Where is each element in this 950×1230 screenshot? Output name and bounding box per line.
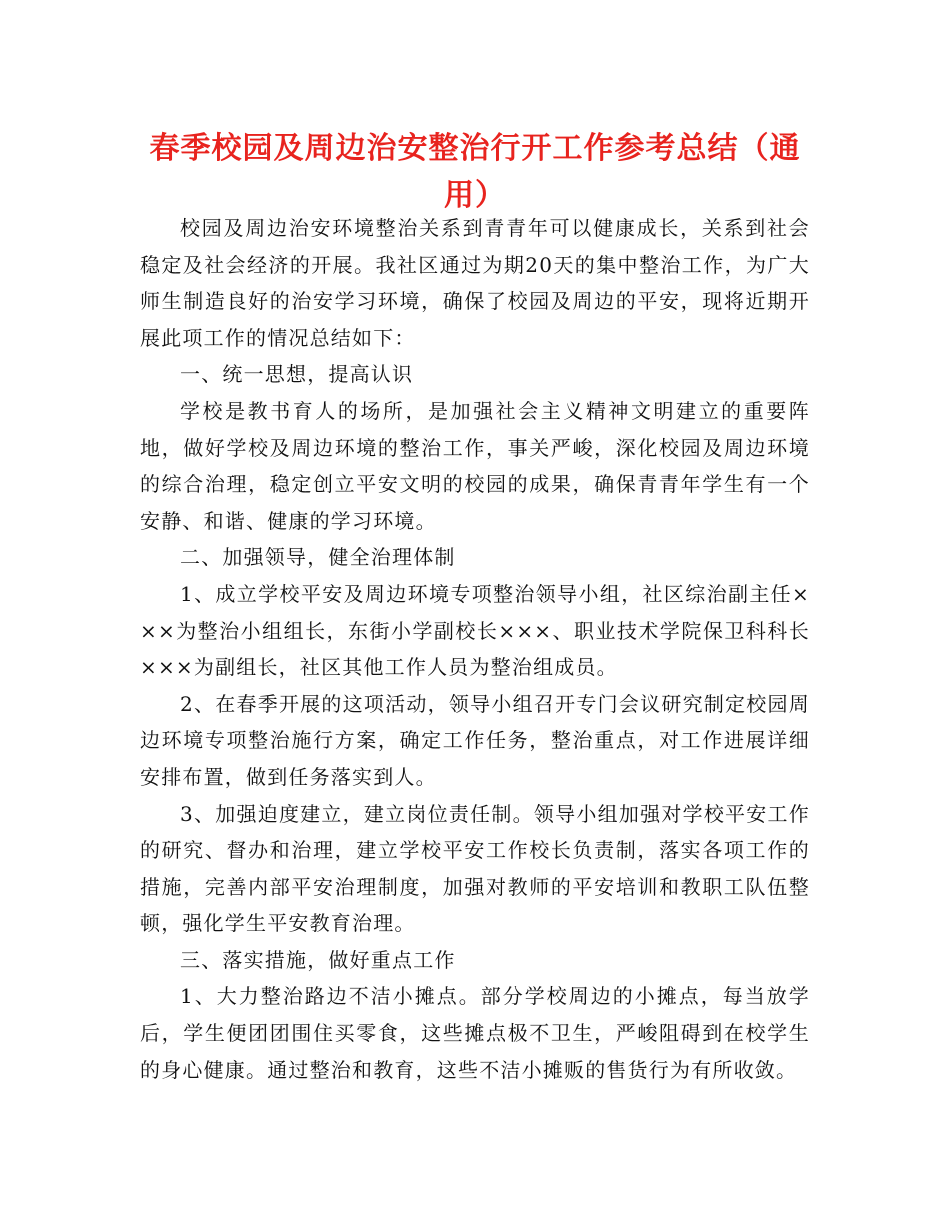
paragraph-item-3-1: 1、大力整治路边不洁小摊点。部分学校周边的小摊点，每当放学后，学生便团团围住买零食，这些摊点极不卫生，严峻阻碍到在校学生的身心健康。通过整治和教育，这些不洁小摊贩的售货行为有所收敛。: [140, 984, 810, 1082]
paragraph-item-2-3: 3、加强迫度建立，建立岗位责任制。领导小组加强对学校平安工作的研究、督办和治理，建立学校平安工作校长负责制，落实各项工作的措施，完善内部平安治理制度，加强对教师的平安培训和教职工队伍整顿，强化学生平安教育治理。: [140, 801, 810, 936]
section-heading-3: 三、落实措施，做好重点工作: [180, 947, 456, 972]
paragraph-item-2-2: 2、在春季开展的这项活动，领导小组召开专门会议研究制定校园周边环境专项整治施行方案，确定工作任务，整治重点，对工作进展详细安排布置，做到任务落实到人。: [140, 691, 810, 789]
document-body: [140, 210, 810, 1088]
section-heading-1: 一、统一思想，提高认识: [180, 362, 414, 387]
paragraph-item-2-1: 1、成立学校平安及周边环境专项整治领导小组，社区综治副主任×××为整治小组组长，东街小学副校长×××、职业技术学院保卫科科长×××为副组长，社区其他工作人员为整治组成员。: [140, 581, 810, 680]
document-title: 春季校园及周边治安整治行开工作参考总结（通用）: [149, 131, 801, 213]
section-heading-2: 二、加强领导，健全治理体制: [180, 545, 456, 570]
paragraph-section-1: 学校是教书育人的场所，是加强社会主义精神文明建立的重要阵地，做好学校及周边环境的整治工作，事关严峻，深化校园及周边环境的综合治理，稳定创立平安文明的校园的成果，确保青青年学生有一个安静、和谐、健康的学习环境。: [140, 398, 810, 533]
paragraph-intro: 校园及周边治安环境整治关系到青青年可以健康成长，关系到社会稳定及社会经济的开展。我社区通过为期20天的集中整治工作，为广大师生制造良好的治安学习环境，确保了校园及周边的平安，现将近期开展此项工作的情况总结如下：: [140, 216, 810, 350]
